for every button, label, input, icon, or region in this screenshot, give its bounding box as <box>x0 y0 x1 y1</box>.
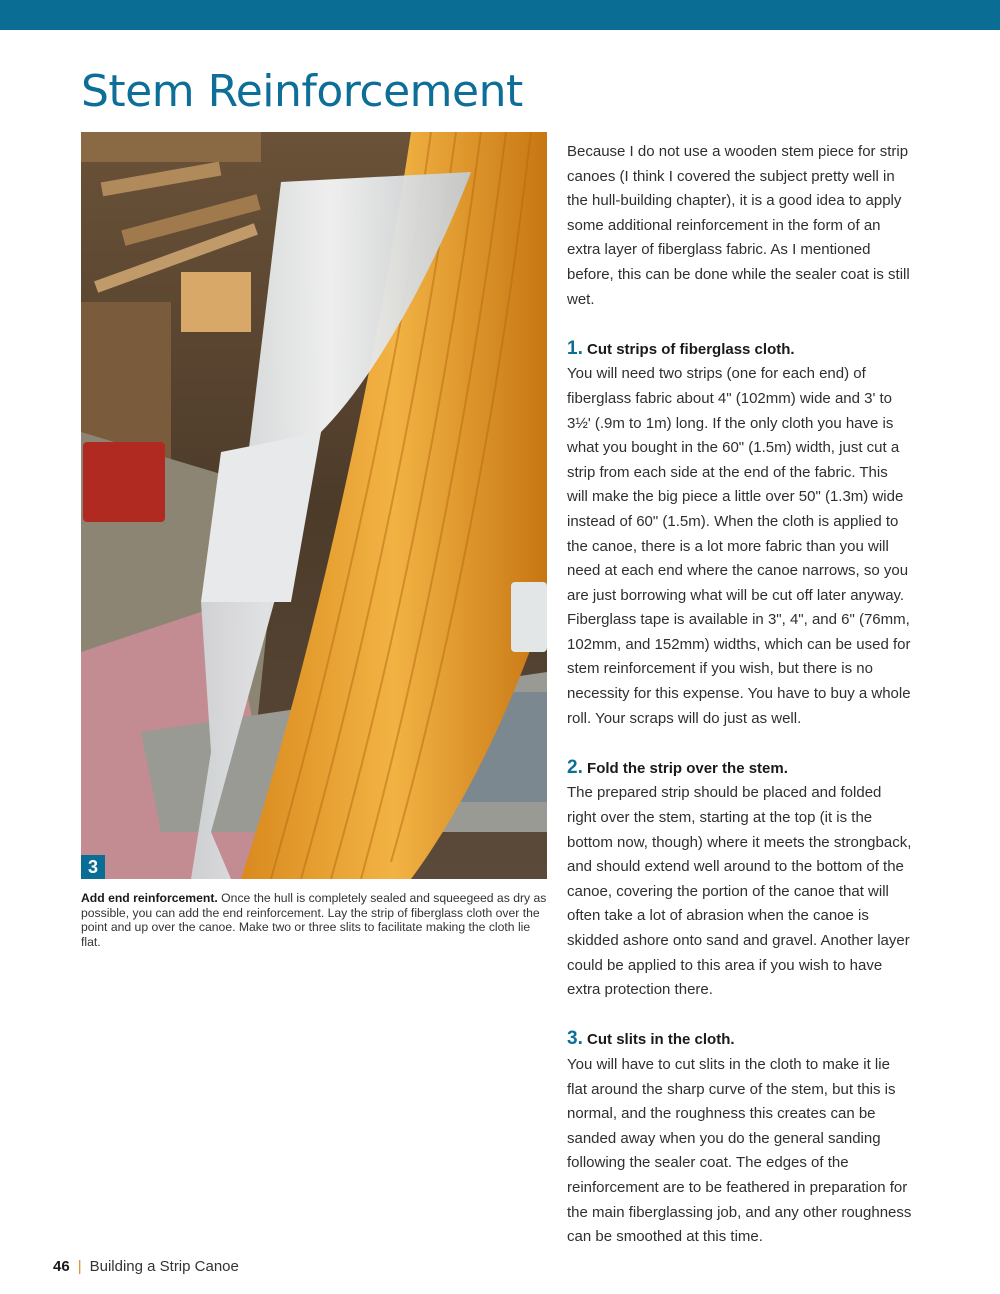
step-3 <box>567 1027 912 1249</box>
photo-caption <box>81 891 549 949</box>
page-number: 46 <box>53 1258 70 1275</box>
step-1-number: 1. <box>567 337 583 359</box>
step-2-text: The prepared strip should be placed and folded right over the stem, starting at the top (it is the bottom now, though) where it meets the strongback, and should extend well around to the bottom of the canoe, covering the portion of the canoe that will often take a lot of abrasion when the canoe is skidded ashore onto sand and gravel. Another layer could be applied to this area if you wish to have extra protection there. <box>567 784 912 999</box>
step-2-number: 2. <box>567 756 583 778</box>
article-body <box>567 140 912 1250</box>
page-title: Stem Reinforcement <box>81 66 523 117</box>
page-footer <box>53 1258 239 1275</box>
step-2-heading <box>567 756 912 782</box>
step-1-heading <box>567 337 912 363</box>
footer-separator: | <box>77 1258 82 1275</box>
photo-number-badge: 3 <box>81 855 105 879</box>
step-1-text: You will need two strips (one for each end) of fiberglass fabric about 4" (102mm) wide and 3' to 3½' (.9m to 1m) long. If the only cloth you have is what you bought in the 60" (1.5m) width, just cut a strip from each side at the end of the fabric. This will make the big piece a little over 50" (1.3m) wide instead of 60" (1.5m). When the cloth is applied to the canoe, there is a lot more fabric than you will need at each end where the canoe narrows, so you are just borrowing what will be cut off later anyway. Fiberglass tape is available in 3", 4", and 6" (76mm, 102mm, and 152mm) widths, which can be used for stem reinforcement if you wish, but there is no necessity for this expense. You have to buy a whole roll. Your scraps will do just as well. <box>567 365 911 727</box>
caption-heading: Add end reinforcement. <box>81 891 218 905</box>
step-3-title: Cut slits in the cloth. <box>587 1031 735 1049</box>
book-title: Building a Strip Canoe <box>89 1258 239 1275</box>
step-1-title: Cut strips of fiberglass cloth. <box>587 340 795 358</box>
step-2-title: Fold the strip over the stem. <box>587 759 788 777</box>
intro-paragraph: Because I do not use a wooden stem piece for strip canoes (I think I covered the subject pretty well in the hull-building chapter), it is a good idea to apply some additional reinforcement in the form of an extra layer of fiberglass fabric. As I mentioned before, this can be done while the sealer coat is still wet. <box>567 143 910 308</box>
step-1 <box>567 337 912 732</box>
top-color-bar <box>0 0 1000 30</box>
step-3-heading <box>567 1027 912 1053</box>
step-3-number: 3. <box>567 1028 583 1050</box>
caption-text: Once the hull is completely sealed and squeegeed as dry as possible, you can add the end reinforcement. Lay the strip of fiberglass cloth over the point and up over the canoe. Make two or three slits to facilitate making the cloth lie flat. <box>81 891 547 949</box>
stem-reinforcement-photo <box>81 132 547 879</box>
step-3-text: You will have to cut slits in the cloth to make it lie flat around the sharp curve of the stem, but this is normal, and the roughness this creates can be sanded away when you do the general sanding following the sealer coat. The edges of the reinforcement are to be feathered in preparation for the main fiberglassing job, and any other roughness can be smoothed at this time. <box>567 1055 912 1246</box>
step-2 <box>567 756 912 1003</box>
